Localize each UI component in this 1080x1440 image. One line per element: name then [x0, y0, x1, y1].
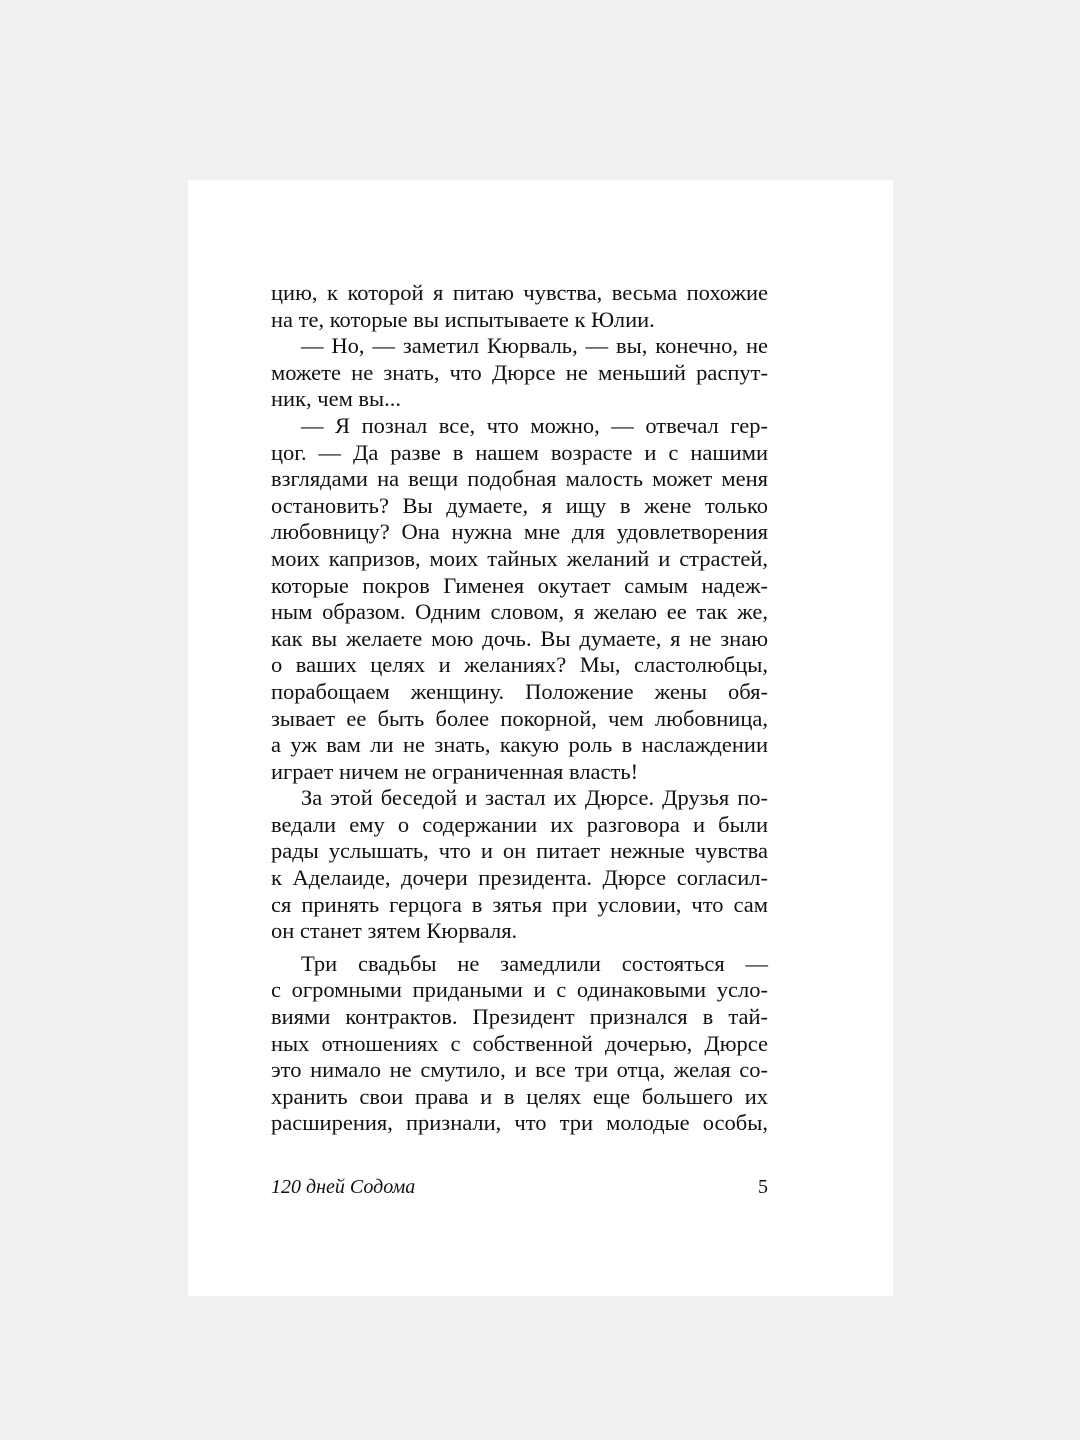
text-line: ным образом. Одним словом, я желаю ее так же,: [271, 599, 768, 625]
text-line: как вы желаете мою дочь. Вы думаете, я не знаю: [271, 625, 768, 651]
page-footer: [271, 1176, 768, 1202]
text-line: цог. — Да разве в нашем возрасте и с нашими: [271, 439, 768, 465]
text-line: цию, к которой я питаю чувства, весьма похожие: [271, 280, 768, 305]
text-line: которые покров Гименея окутает самым надеж-: [271, 572, 768, 598]
text-line: — Я познал все, что можно, — отвечал гер-: [301, 412, 768, 438]
text-line: хранить свои права и в целях еще большего их: [271, 1083, 768, 1109]
text-line: к Аделаиде, дочери президента. Дюрсе согласил-: [271, 865, 768, 891]
text-line: ся принять герцога в зятья при условии, что сам: [271, 891, 768, 917]
text-line: виями контрактов. Президент признался в тай-: [271, 1004, 768, 1030]
text-line: Три свадьбы не замедлили состояться —: [301, 950, 768, 976]
text-line: о ваших целях и желаниях? Мы, сластолюбцы,: [271, 652, 768, 678]
page-number: 5: [758, 1176, 768, 1198]
text-line: можете не знать, что Дюрсе не меньший распут-: [271, 359, 768, 385]
text-line: ведали ему о содержании их разговора и были: [271, 811, 768, 837]
text-line: на те, которые вы испытываете к Юлии.: [271, 306, 655, 332]
running-title: 120 дней Содома: [271, 1176, 416, 1198]
text-line: моих капризов, моих тайных желаний и страстей,: [271, 545, 768, 571]
text-line: с огромными придаными и с одинаковыми усло-: [271, 977, 768, 1003]
text-line: любовницу? Она нужна мне для удовлетворения: [271, 519, 768, 545]
text-line: — Но, — заметил Кюрваль, — вы, конечно, не: [301, 333, 768, 359]
text-line: ных отношениях с собственной дочерью, Дюрсе: [271, 1030, 768, 1056]
text-line: играет ничем не ограниченная власть!: [271, 758, 639, 784]
page-text: [271, 280, 768, 1137]
text-line: расширения, признали, что три молодые особы,: [271, 1110, 768, 1136]
text-line: За этой беседой и застал их Дюрсе. Друзья по-: [301, 785, 768, 811]
text-line: остановить? Вы думаете, я ищу в жене только: [271, 492, 768, 518]
text-line: рады услышать, что и он питает нежные чувства: [271, 838, 768, 864]
text-line: а уж вам ли не знать, какую роль в наслаждении: [271, 732, 768, 758]
text-line: ник, чем вы...: [271, 386, 402, 412]
text-line: взглядами на вещи подобная малость может меня: [271, 466, 768, 492]
book-page: [188, 180, 893, 1296]
text-line: он станет зятем Кюрваля.: [271, 918, 518, 944]
text-line: порабощаем женщину. Положение жены обя-: [271, 678, 768, 704]
text-line: зывает ее быть более покорной, чем любовница,: [271, 705, 768, 731]
text-line: это нимало не смутило, и все три отца, желая со-: [271, 1057, 768, 1083]
